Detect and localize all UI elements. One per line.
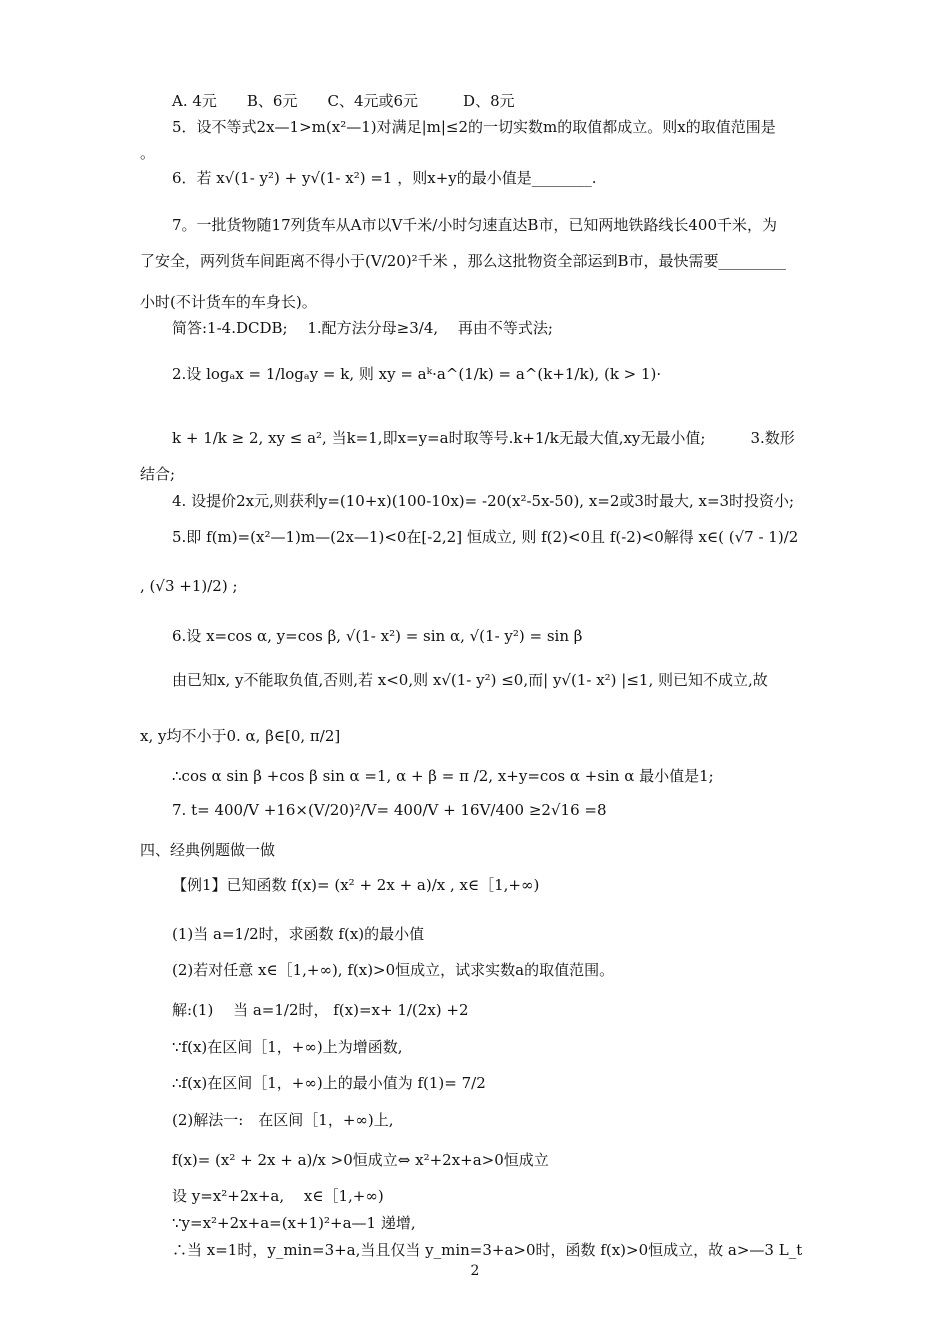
- line-20: 四、经典例题做一做: [140, 841, 276, 859]
- line-28: f(x)= (x² + 2x + a)/x >0恒成立⇔ x²+2x+a>0恒成立: [172, 1151, 549, 1169]
- line-11: 结合;: [140, 465, 176, 483]
- line-6: 了安全，两列货车间距离不得小于(V/20)²千米 ，那么这批物资全部运到B市，最快需要_________: [140, 252, 786, 270]
- line-14: , (√3 +1)/2) ;: [140, 577, 238, 595]
- line-30: ∵y=x²+2x+a=(x+1)²+a—1 递增,: [172, 1214, 416, 1232]
- line-22: (1)当 a=1/2时，求函数 f(x)的最小值: [172, 925, 425, 943]
- line-16: 由已知x, y不能取负值,否则,若 x<0,则 x√(1- y²) ≤0,而| y√(1- x²) |≤1, 则已知不成立,故: [172, 671, 768, 689]
- line-27: (2)解法一: 在区间［1，+∞)上,: [172, 1111, 394, 1129]
- line-29: 设 y=x²+2x+a, x∈［1,+∞): [172, 1187, 384, 1205]
- line-1: A. 4元 B、6元 C、4元或6元 D、8元: [172, 92, 515, 110]
- line-9: 2.设 logₐx = 1/logₐy = k, 则 xy = aᵏ·a^(1/k) = a^(k+1/k), (k > 1)·: [172, 365, 662, 383]
- line-7: 小时(不计货车的车身长)。: [140, 293, 317, 311]
- line-26: ∴f(x)在区间［1，+∞)上的最小值为 f(1)= 7/2: [172, 1074, 486, 1092]
- line-31: ∴当 x=1时，y_min=3+a,当且仅当 y_min=3+a>0时，函数 f(x)>0恒成立，故 a>—3 L_t: [172, 1241, 803, 1259]
- line-18: ∴cos α sin β +cos β sin α =1, α + β = π /2, x+y=cos α +sin α 最小值是1;: [172, 767, 714, 785]
- line-2: 5．设不等式2x—1>m(x²—1)对满足|m|≤2的一切实数m的取值都成立。则x的取值范围是: [172, 118, 776, 136]
- line-5: 7。一批货物随17列货车从A市以V千米/小时匀速直达B市，已知两地铁路线长400千米，为: [172, 216, 778, 234]
- line-13: 5.即 f(m)=(x²—1)m—(2x—1)<0在[-2,2] 恒成立, 则 f(2)<0且 f(-2)<0解得 x∈( (√7 - 1)/2: [172, 528, 799, 546]
- line-19: 7. t= 400/V +16×(V/20)²/V= 400/V + 16V/400 ≥2√16 =8: [172, 801, 607, 819]
- line-4: 6．若 x√(1- y²) + y√(1- x²) =1 ，则x+y的最小值是________.: [172, 169, 597, 187]
- line-17: x, y均不小于0. α, β∈[0, π/2]: [140, 727, 341, 745]
- line-12: 4. 设提价2x元,则获利y=(10+x)(100-10x)= -20(x²-5x-50), x=2或3时最大, x=3时投资小;: [172, 492, 795, 510]
- line-23: (2)若对任意 x∈［1,+∞), f(x)>0恒成立，试求实数a的取值范围。: [172, 961, 615, 979]
- line-24: 解:(1) 当 a=1/2时， f(x)=x+ 1/(2x) +2: [172, 1001, 469, 1019]
- page-number: 2: [470, 1263, 480, 1279]
- line-3: 。: [140, 144, 156, 162]
- line-15: 6.设 x=cos α, y=cos β, √(1- x²) = sin α, √(1- y²) = sin β: [172, 627, 583, 645]
- line-25: ∵f(x)在区间［1，+∞)上为增函数,: [172, 1038, 403, 1056]
- line-10: k + 1/k ≥ 2, xy ≤ a², 当k=1,即x=y=a时取等号.k+1/k无最大值,xy无最小值; 3.数形: [172, 429, 795, 447]
- line-21: 【例1】已知函数 f(x)= (x² + 2x + a)/x , x∈［1,+∞): [172, 876, 540, 894]
- line-8: 简答:1-4.DCDB; 1.配方法分母≥3/4, 再由不等式法;: [172, 319, 553, 337]
